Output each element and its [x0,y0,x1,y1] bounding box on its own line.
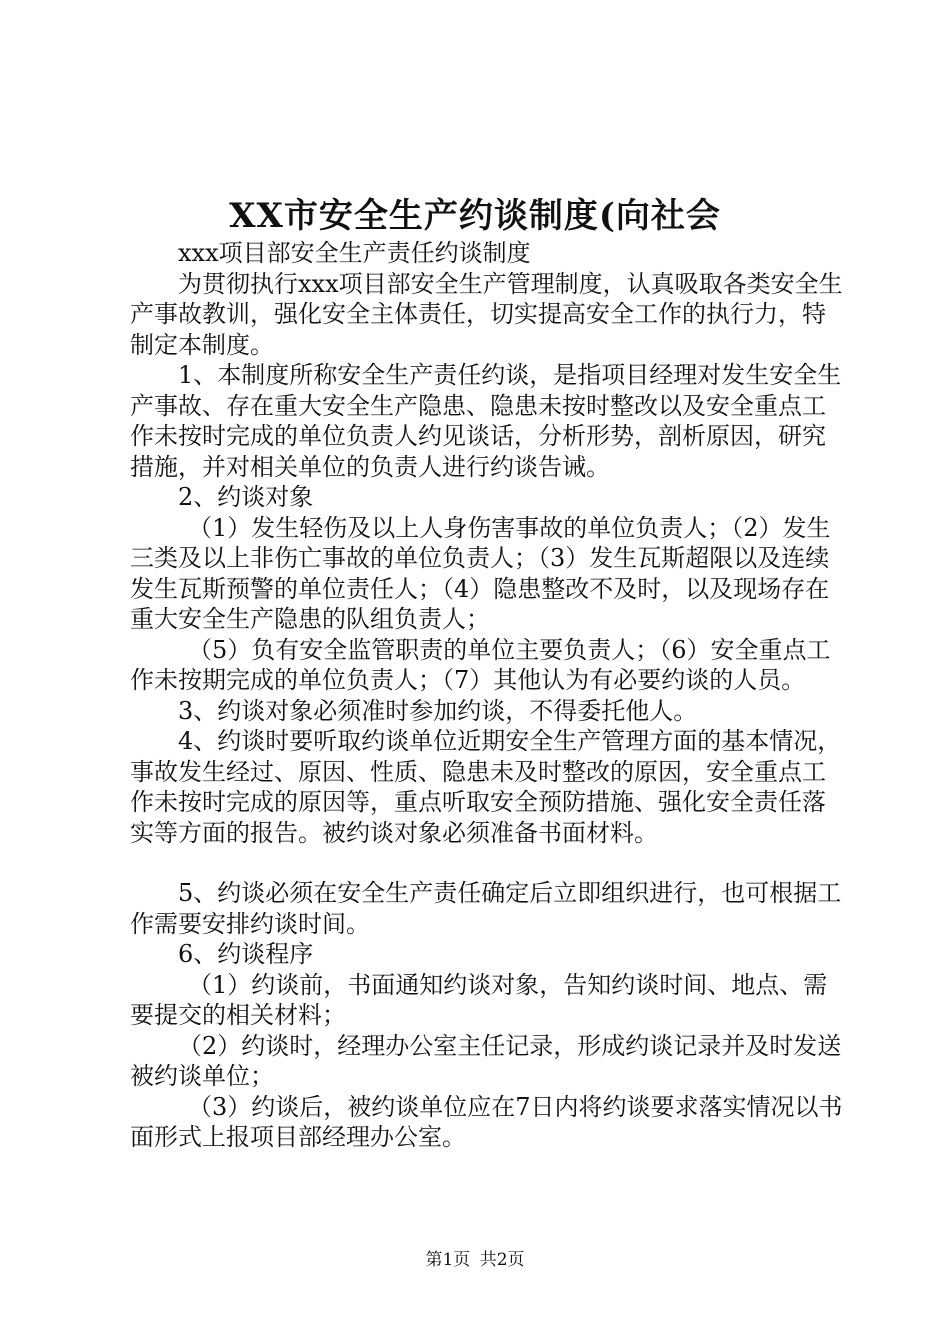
paragraph-item-6-step-1: （1）约谈前，书面通知约谈对象，告知约谈时间、地点、需要提交的相关材料； [130,970,828,1029]
paragraph-item-5: 5、约谈必须在安全生产责任确定后立即组织进行，也可根据工作需要安排约谈时间。 [130,879,842,938]
paragraph-item-6-step-3: （3）约谈后，被约谈单位应在7日内将约谈要求落实情况以书面形式上报项目部经理办公室。 [130,1092,843,1151]
page-total: 共2页 [479,1250,525,1270]
page-number: 第1页 [425,1250,471,1270]
paragraph-item-3: 3、约谈对象必须准时参加约谈，不得委托他人。 [178,696,698,725]
paragraph-intro: 为贯彻执行xxx项目部安全生产管理制度，认真吸取各类安全生产事故教训，强化安全主体责任，切实提高安全工作的执行力，特制定本制度。 [130,269,843,359]
document-title: XX市安全生产约谈制度(向社会 [229,196,721,236]
paragraph-item-6-step-2: （2）约谈时，经理办公室主任记录，形成约谈记录并及时发送被约谈单位； [130,1031,842,1090]
paragraph-heading: xxx项目部安全生产责任约谈制度 [178,239,531,267]
paragraph-item-2-list-a: （1）发生轻伤及以上人身伤害事故的单位负责人；（2）发生三类及以上非伤亡事故的单位负责人；（3）发生瓦斯超限以及连续发生瓦斯预警的单位责任人；（4）隐患整改不及时，以及现场存在重大安全生产隐患的队组负责人； [130,513,831,633]
page-footer [0,1245,950,1270]
paragraph-item-4: 4、约谈时要听取约谈单位近期安全生产管理方面的基本情况，事故发生经过、原因、性质、隐患未及时整改的原因，安全重点工作未按时完成的原因等，重点听取安全预防措施、强化安全责任落实等方面的报告。被约谈对象必须准备书面材料。 [130,727,842,847]
paragraph-item-2-list-b: （5）负有安全监管职责的单位主要负责人；（6）安全重点工作未按期完成的单位负责人；（7）其他认为有必要约谈的人员。 [130,635,831,694]
paragraph-item-2: 2、约谈对象 [178,483,314,511]
paragraph-item-1: 1、本制度所称安全生产责任约谈，是指项目经理对发生安全生产事故、存在重大安全生产隐患、隐患未按时整改以及安全重点工作未按时完成的单位负责人约见谈话，分析形势，剖析原因，研究措施，并对相关单位的负责人进行约谈告诫。 [130,361,842,481]
paragraph-item-6: 6、约谈程序 [178,940,314,968]
paragraph-gap [130,848,845,878]
document-body [130,238,845,1153]
